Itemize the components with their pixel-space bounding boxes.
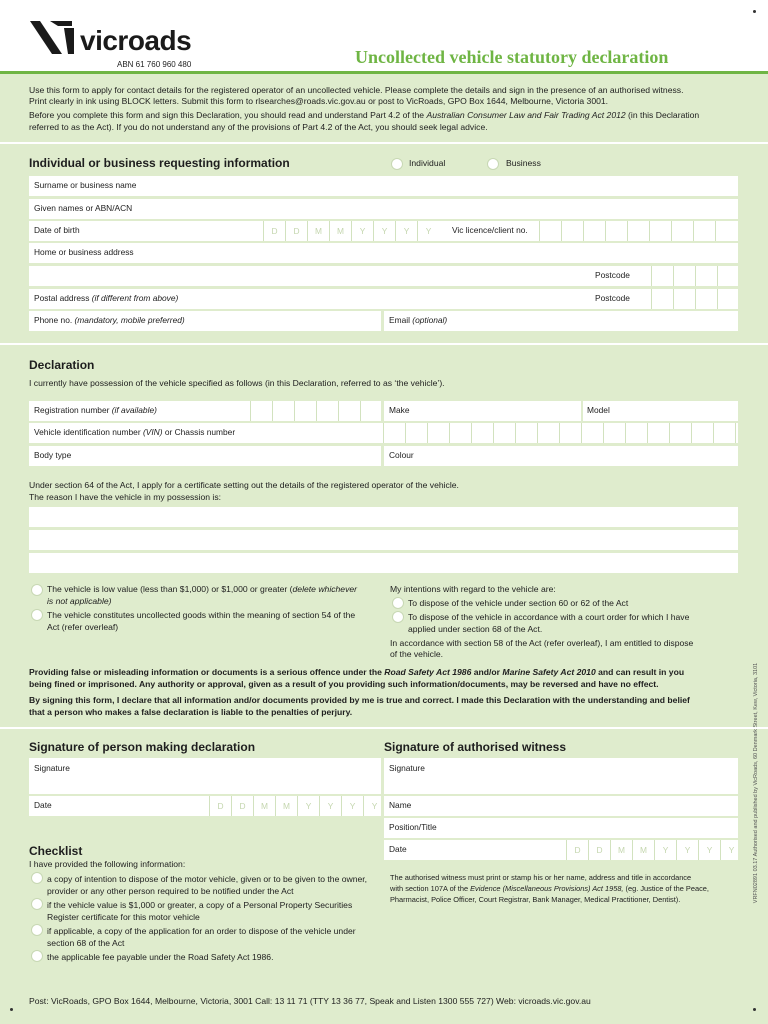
signature-label: Signature: [389, 763, 425, 773]
section-title-witness-signature: Signature of authorised witness: [384, 740, 567, 754]
footer-contact: Post: VicRoads, GPO Box 1644, Melbourne, Victoria, 3001 Call: 13 11 71 (TTY 13 36 77, Speak and Listen 1300 555 727) Web: vicroads.vic.gov.au: [29, 996, 591, 1006]
checklist-intro: I have provided the following information:: [29, 859, 186, 869]
date-cell: M: [307, 221, 329, 241]
witness-position-field[interactable]: [384, 818, 738, 838]
given-names-label: Given names or ABN/ACN: [34, 203, 133, 213]
home-address-line2[interactable]: [29, 266, 738, 286]
vin-field[interactable]: [29, 423, 738, 443]
vin-cells[interactable]: [383, 423, 757, 443]
form-title: Uncollected vehicle statutory declaration: [355, 47, 669, 67]
radio-business-label: Business: [506, 158, 541, 168]
body-type-label: Body type: [34, 450, 72, 460]
section-title-person-signature: Signature of person making declaration: [29, 740, 256, 754]
side-print-reference: VRFN02891 03.17 Authorised and published by VicRoads, 60 Denmark Street, Kew, Victoria, 3101: [753, 662, 759, 904]
model-field[interactable]: [583, 401, 738, 421]
checklist-checkbox-1[interactable]: [31, 872, 43, 884]
intro-line: Use this form to apply for contact details for the registered operator of an uncollected vehicle. Please complete the details and sign in the presence of an authorised witness.: [29, 85, 684, 95]
checkbox-low-value[interactable]: [31, 584, 43, 596]
dob-label: Date of birth: [34, 225, 80, 235]
reason-prompt: The reason I have the vehicle in my possession is:: [29, 492, 222, 502]
date-cells[interactable]: D D M M Y Y Y Y: [209, 796, 385, 816]
home-address-field[interactable]: [29, 243, 738, 263]
person-date-field[interactable]: [29, 796, 381, 816]
checklist-item: if applicable, a copy of the application for an order to dispose of the vehicle under: [47, 926, 356, 936]
section-title-requester: Individual or business requesting information: [29, 156, 290, 170]
witness-note: Pharmacist, Police Officer, Court Registrar, Bank Manager, Medical Practitioner, Dentist).: [390, 895, 681, 904]
declaration-intro: I currently have possession of the vehicle specified as follows (in this Declaration, referred to as ‘the vehicle’).: [29, 378, 445, 388]
colour-label: Colour: [389, 450, 414, 460]
section-divider: [0, 343, 768, 345]
checkbox-dispose-court[interactable]: [392, 611, 404, 623]
surname-field[interactable]: [29, 176, 738, 196]
position-label: Position/Title: [389, 822, 437, 832]
radio-business[interactable]: [487, 158, 499, 170]
reason-line-3[interactable]: [29, 553, 738, 573]
licence-label: Vic licence/client no.: [452, 225, 528, 235]
phone-label: Phone no. (mandatory, mobile preferred): [34, 315, 185, 325]
postcode-label: Postcode: [595, 293, 630, 303]
section-title-declaration: Declaration: [29, 358, 95, 372]
logo-text: vicroads: [80, 25, 192, 56]
postal-address-field[interactable]: [29, 289, 738, 309]
checklist-item: provider or any other person required to be notified under the Act: [47, 886, 294, 896]
colour-field[interactable]: [384, 446, 738, 466]
date-cell: Y: [417, 221, 439, 241]
abn: ABN 61 760 960 480: [117, 60, 192, 69]
make-field[interactable]: [384, 401, 581, 421]
checklist-item: a copy of intention to dispose of the motor vehicle, given or to be given to the owner,: [47, 874, 368, 884]
intro-line: referred to as the Act). If you do not understand any of the provisions of Part 4.2 of the Act, you should seek legal advice.: [29, 122, 488, 132]
dispose-s60-text: To dispose of the vehicle under section 60 or 62 of the Act: [408, 598, 629, 608]
dob-cells[interactable]: [263, 221, 439, 241]
low-value-text: The vehicle is low value (less than $1,000) or $1,000 or greater (delete whichever: [47, 584, 358, 594]
vin-label: Vehicle identification number (VIN) or Chassis number: [34, 427, 236, 437]
corner-mark: [753, 10, 756, 13]
date-cells[interactable]: D D M M Y Y Y Y: [566, 840, 742, 860]
date-cell: Y: [395, 221, 417, 241]
checklist-checkbox-3[interactable]: [31, 924, 43, 936]
postcode-label: Postcode: [595, 270, 630, 280]
date-cell: D: [263, 221, 285, 241]
uncollected-text: Act (refer overleaf): [47, 622, 119, 632]
registration-field[interactable]: [29, 401, 381, 421]
section-divider: [0, 727, 768, 729]
registration-cells[interactable]: [250, 401, 382, 421]
name-label: Name: [389, 800, 412, 810]
date-cell: D: [285, 221, 307, 241]
date-label: Date: [34, 800, 52, 810]
licence-cells[interactable]: [539, 221, 737, 241]
postcode-cells[interactable]: [651, 266, 739, 286]
warning-text: Providing false or misleading information or documents is a serious offence under the Road Safety Act 1986 and/or Marine Safety Act 2010 and can result in you: [29, 667, 685, 677]
email-field[interactable]: [384, 311, 738, 331]
body-type-field[interactable]: [29, 446, 381, 466]
dispose-court-text: applied under section 68 of the Act.: [408, 624, 543, 634]
declaration-statement: that a person who makes a false declaration is liable to the penalties of perjury.: [29, 707, 353, 717]
checklist-item: the applicable fee payable under the Road Safety Act 1986.: [47, 952, 274, 962]
section-title-checklist: Checklist: [29, 844, 83, 858]
date-label: Date: [389, 844, 407, 854]
witness-signature-field[interactable]: [384, 758, 738, 794]
checklist-checkbox-2[interactable]: [31, 898, 43, 910]
surname-label: Surname or business name: [34, 180, 137, 190]
uncollected-text: The vehicle constitutes uncollected goods within the meaning of section 54 of the: [47, 610, 356, 620]
witness-note: with section 107A of the Evidence (Miscellaneous Provisions) Act 1958, (eg. Justice of the Peace,: [390, 884, 709, 893]
section64-text: Under section 64 of the Act, I apply for a certificate setting out the details of the registered operator of the vehicle.: [29, 480, 459, 490]
dob-licence-row: [29, 221, 738, 241]
declaration-statement: By signing this form, I declare that all information and/or documents provided by me is true and correct. I made this Declaration with the understanding and belief: [29, 695, 690, 705]
registration-label: Registration number (if available): [34, 405, 157, 415]
corner-mark: [10, 1008, 13, 1011]
warning-text: being fined or imprisoned. Any authority or approval, given as a result of you providing such information/documents, may be reversed and have no effect.: [29, 679, 659, 689]
intro-line: Before you complete this form and sign this Declaration, you should read and understand Part 4.2 of the Australian Consumer Law and Fair Trading Act 2012 (in this Declaration: [29, 110, 700, 120]
model-label: Model: [587, 405, 610, 415]
witness-note: The authorised witness must print or stamp his or her name, address and title in accordance: [390, 873, 692, 882]
date-cell: M: [329, 221, 351, 241]
witness-date-field[interactable]: [384, 840, 738, 860]
phone-field[interactable]: [29, 311, 381, 331]
header-rule: [0, 71, 768, 74]
checklist-item: if the vehicle value is $1,000 or greater, a copy of a Personal Property Securities: [47, 900, 353, 910]
given-names-field[interactable]: [29, 199, 738, 219]
person-signature-field[interactable]: [29, 758, 381, 794]
checklist-checkbox-4[interactable]: [31, 950, 43, 962]
checkbox-uncollected-goods[interactable]: [31, 609, 43, 621]
radio-individual-label: Individual: [409, 158, 446, 168]
corner-mark: [753, 1008, 756, 1011]
signature-label: Signature: [34, 763, 70, 773]
checkbox-dispose-s60[interactable]: [392, 597, 404, 609]
checklist-item: Register certificate for this motor vehicle: [47, 912, 200, 922]
vicroads-logo-icon: [28, 18, 80, 58]
date-cell: Y: [351, 221, 373, 241]
email-label: Email (optional): [389, 315, 448, 325]
witness-name-field[interactable]: [384, 796, 738, 816]
section-divider: [0, 142, 768, 144]
dispose-court-text: To dispose of the vehicle in accordance with a court order for which I have: [408, 612, 690, 622]
home-address-label: Home or business address: [34, 247, 134, 257]
low-value-text: is not applicable): [47, 596, 112, 606]
postal-address-label: Postal address (if different from above): [34, 293, 179, 303]
reason-line-2[interactable]: [29, 530, 738, 550]
section58-text: of the vehicle.: [390, 649, 444, 659]
date-cell: Y: [373, 221, 395, 241]
radio-individual[interactable]: [391, 158, 403, 170]
section58-text: In accordance with section 58 of the Act (refer overleaf), I am entitled to dispose: [390, 638, 694, 648]
make-label: Make: [389, 405, 410, 415]
postcode-cells[interactable]: [651, 289, 739, 309]
intentions-text: My intentions with regard to the vehicle are:: [390, 584, 556, 594]
reason-line-1[interactable]: [29, 507, 738, 527]
intro-line: Print clearly in ink using BLOCK letters. Submit this form to rlsearches@roads.vic.gov.au or post to VicRoads, GPO Box 1644, Melbourne, Victoria 3001.: [29, 96, 609, 106]
checklist-item: section 68 of the Act: [47, 938, 125, 948]
